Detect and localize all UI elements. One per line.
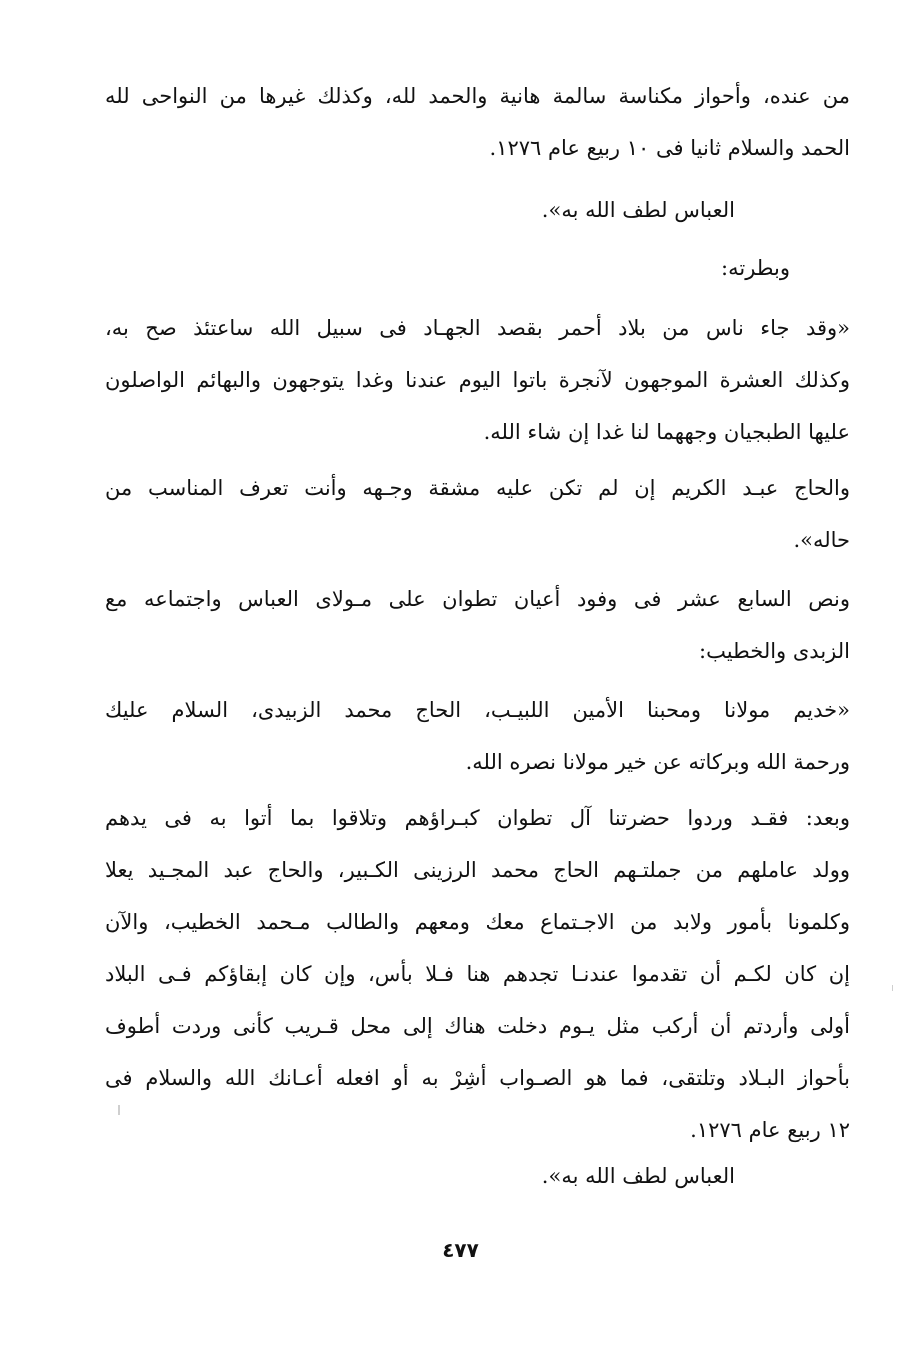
text-line: من عنده، وأحواز مكناسة سالمة هانية والحمد لله، وكذلك غيرها من النواحى لله xyxy=(105,84,850,108)
paragraph-8 xyxy=(105,792,850,1156)
text-line: ١٢ ربيع عام ١٢٧٦. xyxy=(690,1118,850,1142)
paragraph-6 xyxy=(105,573,850,677)
text-line: وبعد: فقـد وردوا حضرتنا آل تطوان كبـراؤهم وتلاقوا بما أتوا به فى يدهم xyxy=(105,806,850,830)
text-line: بأحواز البـلاد وتلتقى، فما هو الصـواب أشِرْ به أو افعله أعـانك الله والسلام فى xyxy=(105,1066,850,1090)
text-line: العباس لطف الله به». xyxy=(541,1164,735,1188)
text-line: ونص السابع عشر فى وفود أعيان تطوان على مـولاى العباس واجتماعه مع xyxy=(105,587,850,611)
scan-speck xyxy=(892,985,893,991)
signature-2 xyxy=(105,1150,850,1202)
text-line: عليها الطبجيان وجههما لنا غدا إن شاء الله. xyxy=(483,420,850,444)
text-line: وبطرته: xyxy=(721,256,790,280)
text-line: إن كان لكـم أن تقدموا عندنـا تجدهم هنا فـلا بأس، وإن كان إبقاؤكم فـى البلاد xyxy=(105,962,850,986)
text-line: والحاج عبـد الكريم إن لم تكن عليه مشقة وجـهه وأنت تعرف المناسب من xyxy=(105,476,850,500)
text-line: الحمد والسلام ثانيا فى ١٠ ربيع عام ١٢٧٦. xyxy=(489,136,850,160)
text-line: «وقد جاء ناس من بلاد أحمر بقصد الجهـاد فى سبيل الله ساعتئذ صح به، xyxy=(105,316,850,340)
text-line: وكلمونا بأمور ولابد من الاجـتماع معك ومعهم والطالب مـحمد الخطيب، والآن xyxy=(105,910,850,934)
text-line: أولى وأردتم أن أركب مثل يـوم دخلت هناك إلى محل قـريب كأنى وردت أطوف xyxy=(105,1014,850,1038)
text-line: «خديم مولانا ومحبنا الأمين اللبيـب، الحاج محمد الزبيدى، السلام عليك xyxy=(105,698,850,722)
paragraph-3 xyxy=(105,242,850,294)
text-line: ورحمة الله وبركاته عن خير مولانا نصره الله. xyxy=(465,750,850,774)
text-line: العباس لطف الله به». xyxy=(541,198,735,222)
text-line: وولد عاملهم من جملتـهم الحاج محمد الرزينى الكـبير، والحاج عبد المجـيد يعلا xyxy=(105,858,850,882)
text-line: الزبدى والخطيب: xyxy=(699,639,850,663)
signature-1 xyxy=(105,184,850,236)
paragraph-4 xyxy=(105,302,850,458)
text-line: حاله». xyxy=(793,528,850,552)
paragraph-5 xyxy=(105,462,850,566)
paragraph-7 xyxy=(105,684,850,788)
page-number: ٤٧٧ xyxy=(442,1238,479,1262)
paragraph-1 xyxy=(105,70,850,174)
scan-speck xyxy=(118,1105,120,1115)
text-line: وكذلك العشرة الموجهون لآنجرة باتوا اليوم عندنا وغدا يتوجهون والبهائم الواصلون xyxy=(105,368,850,392)
